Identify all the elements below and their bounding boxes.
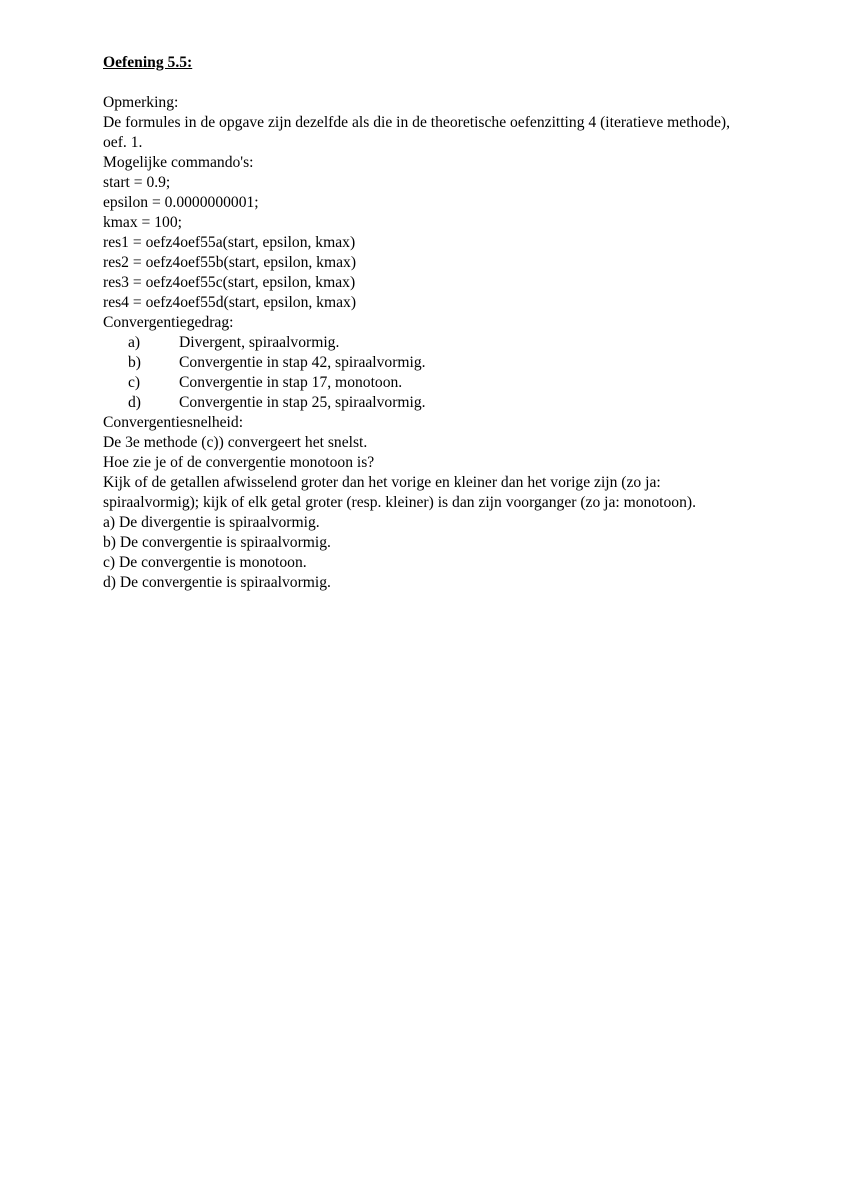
behaviour-item xyxy=(103,333,743,353)
answer-text: Kijk of de getallen afwisselend groter dan het vorige en kleiner dan het vorige zijn (zo ja: spiraalvormig); kijk of elk getal groter (resp. kleiner) is dan zijn voorganger (zo ja: monotoon). xyxy=(103,474,696,511)
remark-heading: Opmerking: xyxy=(103,94,179,111)
commands-heading: Mogelijke commando's: xyxy=(103,154,254,171)
list-marker: c) xyxy=(128,374,141,391)
list-marker: d) xyxy=(128,394,141,411)
command-line: epsilon = 0.0000000001; xyxy=(103,194,259,211)
speed-heading: Convergentiesnelheid: xyxy=(103,414,244,431)
conclusion-line: a) De divergentie is spiraalvormig. xyxy=(103,514,320,531)
command-line: res1 = oefz4oef55a(start, epsilon, kmax) xyxy=(103,234,356,251)
conclusion-line: c) De convergentie is monotoon. xyxy=(103,554,307,571)
command-line: res2 = oefz4oef55b(start, epsilon, kmax) xyxy=(103,254,357,271)
blank-line xyxy=(103,73,743,93)
list-text: Convergentie in stap 42, spiraalvormig. xyxy=(179,354,426,371)
list-marker: a) xyxy=(128,334,141,351)
behaviour-heading: Convergentiegedrag: xyxy=(103,314,234,331)
command-line: start = 0.9; xyxy=(103,174,171,191)
document-page xyxy=(103,53,743,593)
remark-text: De formules in de opgave zijn dezelfde als die in de theoretische oefenzitting 4 (iteratieve methode), oef. 1. xyxy=(103,114,734,151)
speed-text: De 3e methode (c)) convergeert het snelst. xyxy=(103,434,368,451)
conclusion-line: b) De convergentie is spiraalvormig. xyxy=(103,534,331,551)
command-line: res3 = oefz4oef55c(start, epsilon, kmax) xyxy=(103,274,356,291)
command-line: kmax = 100; xyxy=(103,214,182,231)
question-text: Hoe zie je of de convergentie monotoon is? xyxy=(103,454,375,471)
list-text: Convergentie in stap 25, spiraalvormig. xyxy=(179,394,426,411)
behaviour-item xyxy=(103,393,743,413)
list-marker: b) xyxy=(128,354,141,371)
conclusion-line: d) De convergentie is spiraalvormig. xyxy=(103,574,331,591)
behaviour-item xyxy=(103,353,743,373)
exercise-title: Oefening 5.5: xyxy=(103,54,193,71)
behaviour-item xyxy=(103,373,743,393)
list-text: Divergent, spiraalvormig. xyxy=(179,334,340,351)
command-line: res4 = oefz4oef55d(start, epsilon, kmax) xyxy=(103,294,357,311)
list-text: Convergentie in stap 17, monotoon. xyxy=(179,374,403,391)
